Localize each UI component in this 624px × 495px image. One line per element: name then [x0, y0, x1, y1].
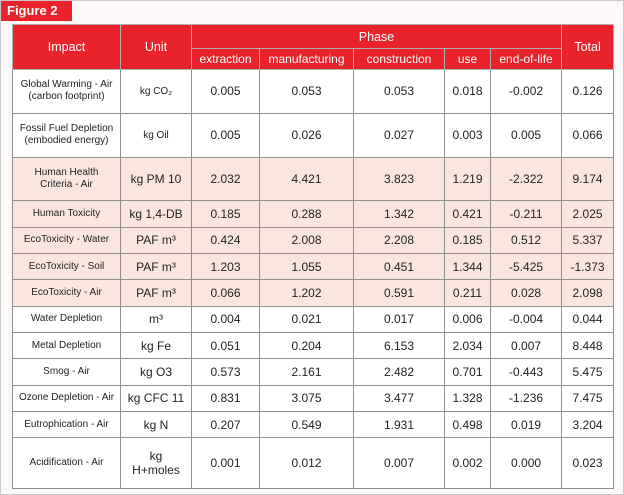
table-row [13, 359, 614, 385]
value-cell: 0.701 [445, 359, 491, 385]
total-cell: 5.337 [562, 227, 614, 253]
value-cell: 0.185 [445, 227, 491, 253]
value-cell: 0.591 [354, 280, 445, 306]
value-cell: 0.021 [260, 306, 354, 332]
impact-label: Human Toxicity [32, 208, 101, 220]
table-row [13, 254, 614, 280]
value-cell: -5.425 [491, 254, 562, 280]
value-cell: 0.573 [192, 359, 260, 385]
total-cell: 2.098 [562, 280, 614, 306]
table-row [13, 306, 614, 332]
header-phase: Phase [192, 25, 562, 49]
impact-cell [13, 113, 121, 157]
header-phase-end-of-life: end-of-life [491, 49, 562, 70]
total-cell: 2.025 [562, 201, 614, 227]
total-cell: 5.475 [562, 359, 614, 385]
impact-cell [13, 157, 121, 201]
unit-cell: kg CO₂ [121, 70, 192, 114]
impact-label: Human Health [34, 167, 99, 179]
value-cell: 1.328 [445, 385, 491, 411]
value-cell: -1.236 [491, 385, 562, 411]
value-cell: 1.202 [260, 280, 354, 306]
value-cell: 0.053 [354, 70, 445, 114]
value-cell: 0.005 [192, 113, 260, 157]
value-cell: 3.075 [260, 385, 354, 411]
total-cell: 0.066 [562, 113, 614, 157]
table-row [13, 70, 614, 114]
value-cell: 0.003 [445, 113, 491, 157]
value-cell: 0.424 [192, 227, 260, 253]
header-phase-extraction: extraction [192, 49, 260, 70]
total-cell: 9.174 [562, 157, 614, 201]
value-cell: 0.498 [445, 411, 491, 437]
table-row [13, 332, 614, 358]
value-cell: 0.017 [354, 306, 445, 332]
impact-table [12, 24, 614, 489]
impact-cell [13, 332, 121, 358]
value-cell: 0.421 [445, 201, 491, 227]
figure-title: Figure 2 [1, 1, 72, 21]
table-row [13, 411, 614, 437]
impact-label: Fossil Fuel Depletion [19, 123, 114, 135]
value-cell: 2.208 [354, 227, 445, 253]
impact-label: Eutrophication - Air [24, 418, 109, 430]
value-cell: 0.005 [491, 113, 562, 157]
table-body [13, 70, 614, 489]
value-cell: 2.032 [192, 157, 260, 201]
value-cell: 0.004 [192, 306, 260, 332]
value-cell: 0.007 [491, 332, 562, 358]
impact-label: EcoToxicity - Water [23, 234, 110, 246]
value-cell: 1.342 [354, 201, 445, 227]
value-cell: 1.203 [192, 254, 260, 280]
table-row [13, 113, 614, 157]
impact-label: Acidification - Air [29, 457, 104, 469]
impact-cell [13, 227, 121, 253]
value-cell: 0.066 [192, 280, 260, 306]
unit-cell: PAF m³ [121, 280, 192, 306]
value-cell: 0.001 [192, 438, 260, 489]
table-row [13, 227, 614, 253]
header-phase-use: use [445, 49, 491, 70]
impact-label: Metal Depletion [31, 339, 102, 351]
total-cell: 0.044 [562, 306, 614, 332]
impact-cell [13, 438, 121, 489]
value-cell: 6.153 [354, 332, 445, 358]
value-cell: 1.219 [445, 157, 491, 201]
value-cell: 0.211 [445, 280, 491, 306]
table-row [13, 438, 614, 489]
value-cell: 0.051 [192, 332, 260, 358]
impact-label: Ozone Depletion - Air [18, 392, 115, 404]
impact-cell [13, 201, 121, 227]
total-cell: 7.475 [562, 385, 614, 411]
unit-cell: kg N [121, 411, 192, 437]
value-cell: 0.005 [192, 70, 260, 114]
unit-cell: kg Fe [121, 332, 192, 358]
value-cell: 0.831 [192, 385, 260, 411]
unit-cell: PAF m³ [121, 254, 192, 280]
value-cell: 1.344 [445, 254, 491, 280]
value-cell: 0.185 [192, 201, 260, 227]
unit-cell [121, 438, 192, 489]
impact-label: EcoToxicity - Air [31, 287, 102, 299]
total-cell: 0.126 [562, 70, 614, 114]
unit-label: kg [149, 449, 163, 464]
value-cell: -0.211 [491, 201, 562, 227]
impact-label: Global Warming - Air [20, 79, 113, 91]
value-cell: -0.004 [491, 306, 562, 332]
value-cell: -0.002 [491, 70, 562, 114]
unit-cell: kg 1,4-DB [121, 201, 192, 227]
table-row [13, 385, 614, 411]
unit-label: H+moles [132, 463, 180, 478]
header-phase-manufacturing: manufacturing [260, 49, 354, 70]
header-impact: Impact [13, 25, 121, 70]
value-cell: 0.512 [491, 227, 562, 253]
impact-cell [13, 359, 121, 385]
impact-label: Water Depletion [30, 313, 103, 325]
value-cell: 0.027 [354, 113, 445, 157]
unit-cell: kg Oil [121, 113, 192, 157]
impact-cell [13, 254, 121, 280]
value-cell: 0.000 [491, 438, 562, 489]
impact-sublabel: (embodied energy) [24, 135, 109, 147]
total-cell: 0.023 [562, 438, 614, 489]
impact-cell [13, 306, 121, 332]
impact-cell [13, 385, 121, 411]
total-cell: -1.373 [562, 254, 614, 280]
value-cell: 2.034 [445, 332, 491, 358]
value-cell: 0.026 [260, 113, 354, 157]
unit-cell: PAF m³ [121, 227, 192, 253]
table-row [13, 157, 614, 201]
value-cell: 1.931 [354, 411, 445, 437]
value-cell: -0.443 [491, 359, 562, 385]
impact-cell [13, 280, 121, 306]
unit-cell: kg PM 10 [121, 157, 192, 201]
value-cell: 0.007 [354, 438, 445, 489]
value-cell: 3.823 [354, 157, 445, 201]
total-cell: 8.448 [562, 332, 614, 358]
value-cell: 0.012 [260, 438, 354, 489]
impact-label: Smog - Air [43, 365, 90, 377]
unit-cell: kg O3 [121, 359, 192, 385]
unit-cell: m³ [121, 306, 192, 332]
impact-label: EcoToxicity - Soil [28, 260, 105, 272]
value-cell: 0.207 [192, 411, 260, 437]
value-cell: 0.002 [445, 438, 491, 489]
value-cell: 0.028 [491, 280, 562, 306]
impact-sublabel: (carbon footprint) [28, 91, 105, 103]
impact-sublabel: Criteria - Air [40, 179, 93, 191]
impact-cell [13, 411, 121, 437]
table-row [13, 201, 614, 227]
header-total: Total [562, 25, 614, 70]
unit-cell: kg CFC 11 [121, 385, 192, 411]
value-cell: 1.055 [260, 254, 354, 280]
header-unit: Unit [121, 25, 192, 70]
value-cell: -2.322 [491, 157, 562, 201]
value-cell: 3.477 [354, 385, 445, 411]
value-cell: 4.421 [260, 157, 354, 201]
value-cell: 0.549 [260, 411, 354, 437]
header-phase-construction: construction [354, 49, 445, 70]
value-cell: 0.019 [491, 411, 562, 437]
value-cell: 0.006 [445, 306, 491, 332]
value-cell: 2.008 [260, 227, 354, 253]
value-cell: 0.204 [260, 332, 354, 358]
value-cell: 0.288 [260, 201, 354, 227]
table-row [13, 280, 614, 306]
value-cell: 0.053 [260, 70, 354, 114]
total-cell: 3.204 [562, 411, 614, 437]
value-cell: 2.482 [354, 359, 445, 385]
value-cell: 2.161 [260, 359, 354, 385]
value-cell: 0.451 [354, 254, 445, 280]
impact-cell [13, 70, 121, 114]
value-cell: 0.018 [445, 70, 491, 114]
